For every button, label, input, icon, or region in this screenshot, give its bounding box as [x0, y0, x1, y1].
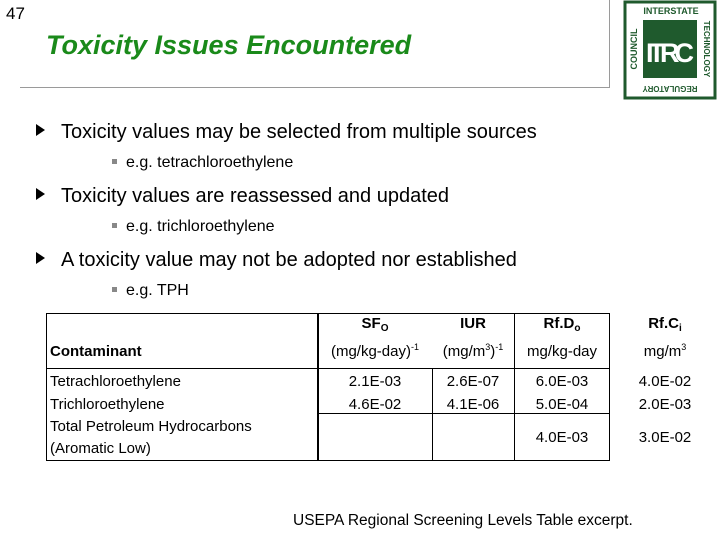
bullet-text: Toxicity values are reassessed and updated	[61, 185, 450, 207]
square-bullet-icon	[112, 287, 117, 292]
itrc-logo	[623, 0, 717, 100]
column-name: Rf.D	[543, 315, 575, 332]
table-caption: USEPA Regional Screening Levels Table excerpt.	[293, 512, 633, 529]
column-header-rfdo	[514, 315, 610, 332]
row-name-continued: (Aromatic Low)	[50, 440, 151, 457]
logo-right-text: TECHNOLOGY	[702, 20, 711, 78]
bullet-arrow-icon	[36, 124, 45, 136]
unit-sup: -1	[411, 342, 420, 352]
bullet-1	[36, 121, 537, 144]
row-name: Total Petroleum Hydrocarbons	[50, 418, 252, 435]
unit-text: (mg/m	[442, 343, 486, 360]
unit-text: mg/m	[643, 343, 682, 360]
table-cell: 4.0E-03	[535, 429, 589, 446]
square-bullet-icon	[112, 223, 117, 228]
logo-top-text: INTERSTATE	[643, 6, 699, 16]
bullet-3	[36, 249, 517, 272]
column-header-iur	[432, 315, 514, 332]
unit-text: mg/kg-day	[526, 343, 598, 360]
sub-bullet-2	[112, 218, 275, 236]
bullet-arrow-icon	[36, 252, 45, 264]
bullet-2	[36, 185, 449, 208]
unit-sup: 3	[485, 342, 491, 352]
unit-text: )	[490, 343, 496, 360]
table-cell: 2.1E-03	[348, 373, 402, 390]
table-divider	[46, 368, 610, 369]
table-cell: 2.6E-07	[446, 373, 500, 390]
table-divider	[318, 413, 610, 414]
column-unit-iur	[432, 343, 514, 360]
column-name: Rf.C	[648, 315, 680, 332]
column-name: SF	[361, 315, 381, 332]
sub-bullet-text: e.g. trichloroethylene	[126, 218, 275, 235]
column-name-sub: o	[574, 323, 581, 334]
table-cell: 4.1E-06	[446, 396, 500, 413]
table-cell: 4.6E-02	[348, 396, 402, 413]
table-cell: 4.0E-02	[638, 373, 692, 390]
sub-bullet-3	[112, 282, 189, 300]
column-name: IUR	[460, 315, 486, 332]
column-name-sub: i	[679, 323, 682, 334]
row-name: Trichloroethylene	[50, 396, 165, 413]
unit-sup: 3	[681, 342, 687, 352]
sub-bullet-text: e.g. TPH	[126, 282, 189, 299]
bullet-text: Toxicity values may be selected from multiple sources	[61, 121, 537, 143]
column-unit-sfo	[318, 343, 432, 360]
unit-text: (mg/kg-day)	[330, 343, 411, 360]
bullet-arrow-icon	[36, 188, 45, 200]
table-divider	[318, 413, 319, 461]
unit-sup: -1	[495, 342, 504, 352]
column-header-rfci	[610, 315, 720, 332]
column-name-sub: O	[380, 323, 389, 334]
row-name: Tetrachloroethylene	[50, 373, 181, 390]
column-unit-rfci	[610, 343, 720, 360]
table-cell: 5.0E-04	[535, 396, 589, 413]
bullet-text: A toxicity value may not be adopted nor established	[61, 249, 517, 271]
logo-left-text: COUNCIL	[629, 28, 639, 70]
table-cell: 6.0E-03	[535, 373, 589, 390]
table-cell: 3.0E-02	[638, 429, 692, 446]
table-cell: 2.0E-03	[638, 396, 692, 413]
contaminant-header: Contaminant	[50, 343, 142, 360]
column-header-sfo	[318, 315, 432, 332]
logo-center-text: ITRC	[646, 38, 694, 68]
column-unit-rfdo	[514, 343, 610, 360]
slide-number: 47	[6, 4, 25, 23]
slide-title: Toxicity Issues Encountered	[46, 30, 412, 60]
logo-bottom-text: REGULATORY	[642, 84, 698, 93]
sub-bullet-text: e.g. tetrachloroethylene	[126, 154, 294, 171]
sub-bullet-1	[112, 154, 293, 172]
square-bullet-icon	[112, 159, 117, 164]
